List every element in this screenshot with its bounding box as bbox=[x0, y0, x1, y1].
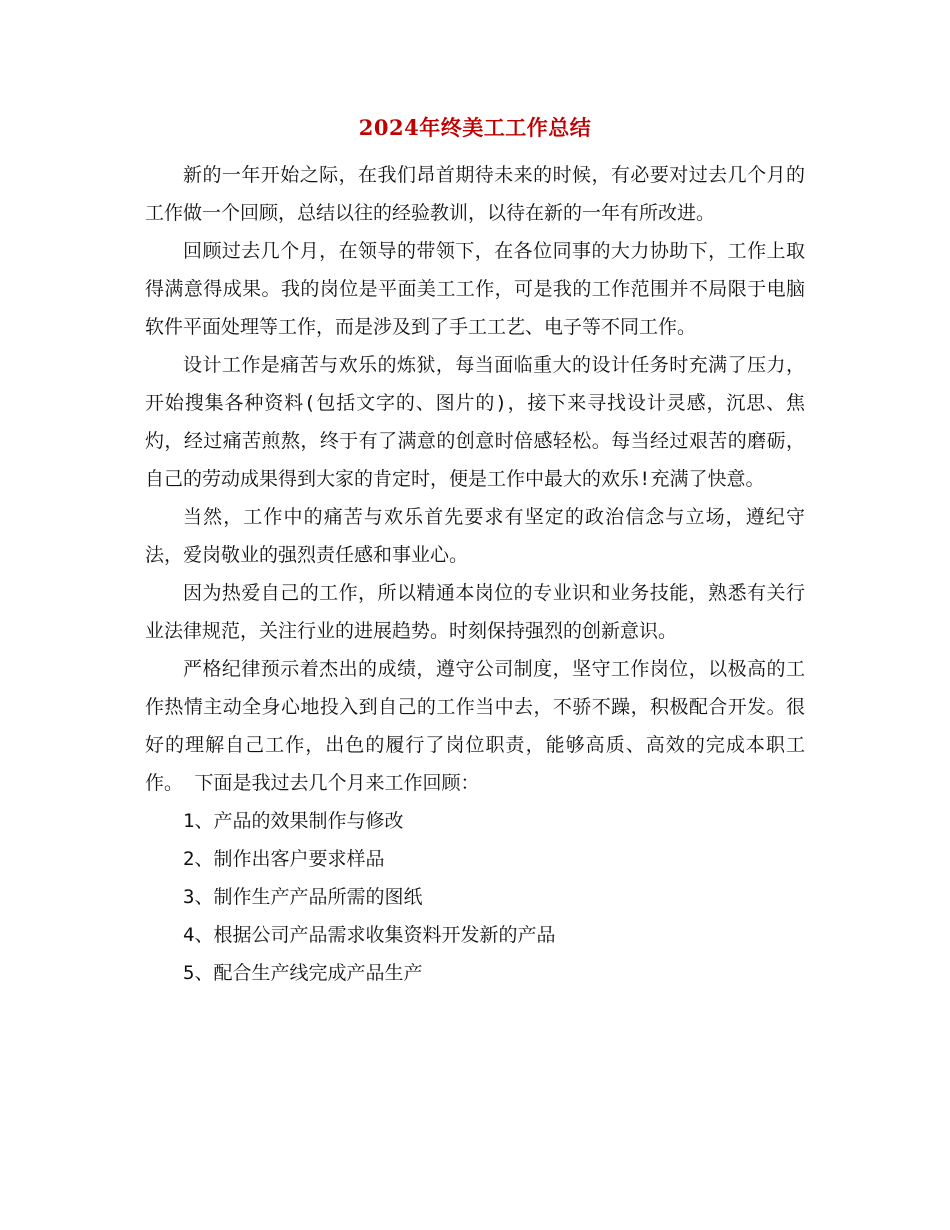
list-item: 5、配合生产线完成产品生产 bbox=[183, 962, 423, 984]
list-item: 2、制作出客户要求样品 bbox=[183, 848, 385, 870]
paragraph-passion: 因为热爱自己的工作，所以精通本岗位的专业识和业务技能，熟悉有关行业法律规范，关注行业的进展趋势。时刻保持强烈的创新意识。 bbox=[145, 582, 805, 642]
paragraph-design-work: 设计工作是痛苦与欢乐的炼狱，每当面临重大的设计任务时充满了压力，开始搜集各种资料(包括文字的、图片的)，接下来寻找设计灵感，沉思、焦灼，经过痛苦煎熬，终于有了满意的创意时倍感轻松。每当经过艰苦的磨砺，自己的劳动成果得到大家的肯定时，便是工作中最大的欢乐!充满了快意。 bbox=[145, 354, 805, 490]
list-item: 4、根据公司产品需求收集资料开发新的产品 bbox=[183, 924, 556, 946]
list-item: 1、产品的效果制作与修改 bbox=[183, 810, 404, 832]
paragraph-discipline: 严格纪律预示着杰出的成绩，遵守公司制度，坚守工作岗位，以极高的工作热情主动全身心地投入到自己的工作当中去，不骄不躁，积极配合开发。很好的理解自己工作，出色的履行了岗位职责，能够高质、高效的完成本职工作。 下面是我过去几个月来工作回顾： bbox=[145, 658, 805, 794]
paragraph-political-belief: 当然，工作中的痛苦与欢乐首先要求有坚定的政治信念与立场，遵纪守法，爱岗敬业的强烈责任感和事业心。 bbox=[145, 506, 805, 566]
paragraph-intro: 新的一年开始之际，在我们昂首期待未来的时候，有必要对过去几个月的工作做一个回顾，总结以往的经验教训，以待在新的一年有所改进。 bbox=[145, 164, 805, 224]
document-body bbox=[145, 156, 805, 992]
document-title: 2024年终美工工作总结 bbox=[358, 115, 592, 140]
list-item: 3、制作生产产品所需的图纸 bbox=[183, 886, 423, 908]
paragraph-review: 回顾过去几个月，在领导的带领下，在各位同事的大力协助下，工作上取得满意得成果。我的岗位是平面美工工作，可是我的工作范围并不局限于电脑软件平面处理等工作，而是涉及到了手工工艺、电子等不同工作。 bbox=[145, 240, 805, 338]
